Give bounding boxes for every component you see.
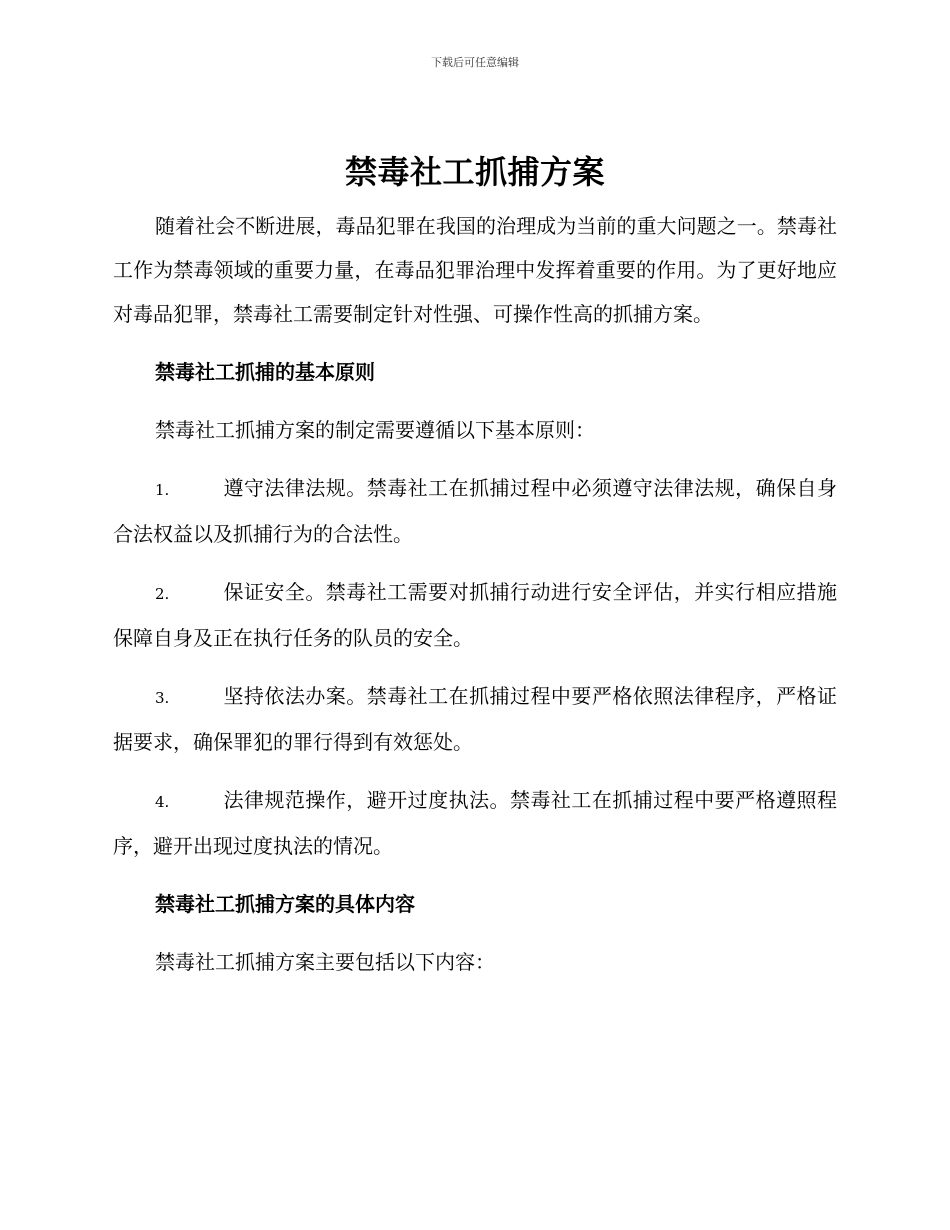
intro-paragraph: 随着社会不断进展，毒品犯罪在我国的治理成为当前的重大问题之一。禁毒社工作为禁毒领域的重要力量，在毒品犯罪治理中发挥着重要的作用。为了更好地应对毒品犯罪，禁毒社工需要制定针对性强、可操作性高的抓捕方案。: [113, 214, 837, 326]
list-item: [113, 778, 837, 868]
list-item: [113, 570, 837, 660]
list-number: 2.: [155, 585, 170, 603]
section-heading-content: 禁毒社工抓捕方案的具体内容: [155, 892, 415, 916]
document-title: 禁毒社工抓捕方案: [344, 153, 605, 191]
document-body: [113, 204, 837, 984]
list-number: 4.: [155, 793, 170, 811]
list-number: 1.: [155, 481, 170, 499]
list-text: 保证安全。禁毒社工需要对抓捕行动进行安全评估，并实行相应措施保障自身及正在执行任务的队员的安全。: [113, 580, 837, 650]
header-note: 下载后可任意编辑: [431, 56, 519, 69]
section-heading-principles: 禁毒社工抓捕的基本原则: [155, 360, 375, 384]
list-text: 遵守法律法规。禁毒社工在抓捕过程中必须遵守法律法规，确保自身合法权益以及抓捕行为的合法性。: [113, 476, 837, 546]
list-text: 坚持依法办案。禁毒社工在抓捕过程中要严格依照法律程序，严格证据要求，确保罪犯的罪行得到有效惩处。: [113, 684, 837, 754]
list-item: [113, 466, 837, 556]
list-item: [113, 674, 837, 764]
content-lead: 禁毒社工抓捕方案主要包括以下内容：: [155, 950, 495, 974]
list-number: 3.: [155, 689, 170, 707]
principles-lead: 禁毒社工抓捕方案的制定需要遵循以下基本原则：: [155, 418, 595, 442]
list-text: 法律规范操作，避开过度执法。禁毒社工在抓捕过程中要严格遵照程序，避开出现过度执法的情况。: [113, 788, 837, 858]
